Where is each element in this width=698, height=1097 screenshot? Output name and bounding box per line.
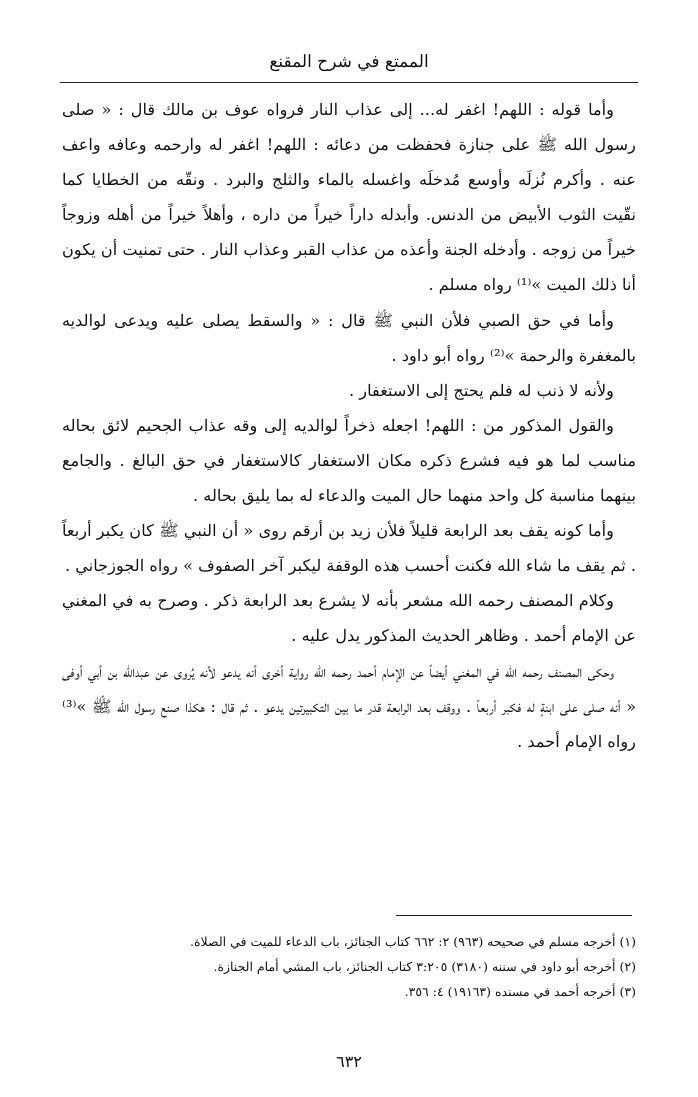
page-number: ٦٣٢	[336, 1052, 362, 1071]
body-text	[62, 92, 636, 759]
footnote-2: (٢) أخرجه أبو داود في سننه (٣١٨٠) ٣:٢٠٥ كتاب الجنائز، باب المشي أمام الجنازة.	[213, 959, 636, 974]
paragraph-5: وأما كونه يقف بعد الرابعة قليلاً فلأن زيد بن أرقم روى « أن النبي ﷺ كان يكبر أربعاً . ثم يقف ما شاء الله فكنت أحسب هذه الوقفة ليكبر آخر الصفوف » رواه الجوزجاني .	[62, 521, 636, 576]
paragraph-3: ولأنه لا ذنب له فلم يحتج إلى الاستغفار .	[349, 380, 614, 400]
paragraph-7: وحكى المصنف رحمه الله في المغني أيضاً عن الإمام أحمد رحمه الله رواية أخرى أنه يدعو لأنه يُروى عن عبدالله بن أبي أوفى « أنه صلى على ابنةٍ له فكبر أربعاً . ووقف بعد الرابعة قدر ما بين التكبيرتين يدعو . ثم قال : هكذا صنع رسول الله ﷺ »⁽³⁾ رواه الإمام أحمد .	[62, 661, 636, 751]
footnote-1: (١) أخرجه مسلم في صحيحه (٩٦٣) ٢: ٦٦٢ كتاب الجنائز، باب الدعاء للميت في الصلاة.	[190, 934, 636, 949]
paragraph-1: وأما قوله : اللهم! اغفر له... إلى عذاب النار فرواه عوف بن مالك قال : « صلى رسول الله ﷺ على جنازة فحفظت من دعائه : اللهم! اغفر له وارحمه وعافه واعف عنه . وأكرم نُزلَه وأوسع مُدخلَه واغسله بالماء والثلج والبرد . ونقّه من الخطايا كما نقّيت الثوب الأبيض من الدنس. وأبدله داراً خيراً من داره ، وأهلاً خيراً من أهله وزوجاً خيراً من زوجه . وأدخله الجنة وأعذه من عذاب القبر وعذاب النار . حتى تمنيت أن يكون أنا ذلك الميت »⁽¹⁾ رواه مسلم .	[62, 100, 636, 295]
paragraph-2: وأما في حق الصبي فلأن النبي ﷺ قال : « والسقط يصلى عليه ويدعى لوالديه بالمغفرة والرحمة »⁽²⁾ رواه أبو داود .	[62, 310, 636, 365]
footnote-3: (٣) أخرجه أحمد في مسنده (١٩١٦٣) ٤: ٣٥٦.	[404, 984, 636, 999]
header-divider	[60, 82, 638, 83]
paragraph-4: والقول المذكور من : اللهم! اجعله ذخراً لوالديه إلى وقه عذاب الجحيم لائق بحاله مناسب لما هو فيه فشرع ذكره مكان الاستغفار كالاستغفار في حق البالغ . والجامع بينهما مناسبة كل واحد منهما حال الميت والدعاء له بما يليق بحاله .	[62, 415, 636, 506]
footnotes	[150, 929, 636, 1004]
running-head-title: الممتع في شرح المقنع	[269, 52, 429, 72]
paragraph-6: وكلام المصنف رحمه الله مشعر بأنه لا يشرع بعد الرابعة ذكر . وصرح به في المغني عن الإمام أحمد . وظاهر الحديث المذكور يدل عليه .	[62, 591, 636, 646]
footnote-divider	[396, 915, 632, 916]
